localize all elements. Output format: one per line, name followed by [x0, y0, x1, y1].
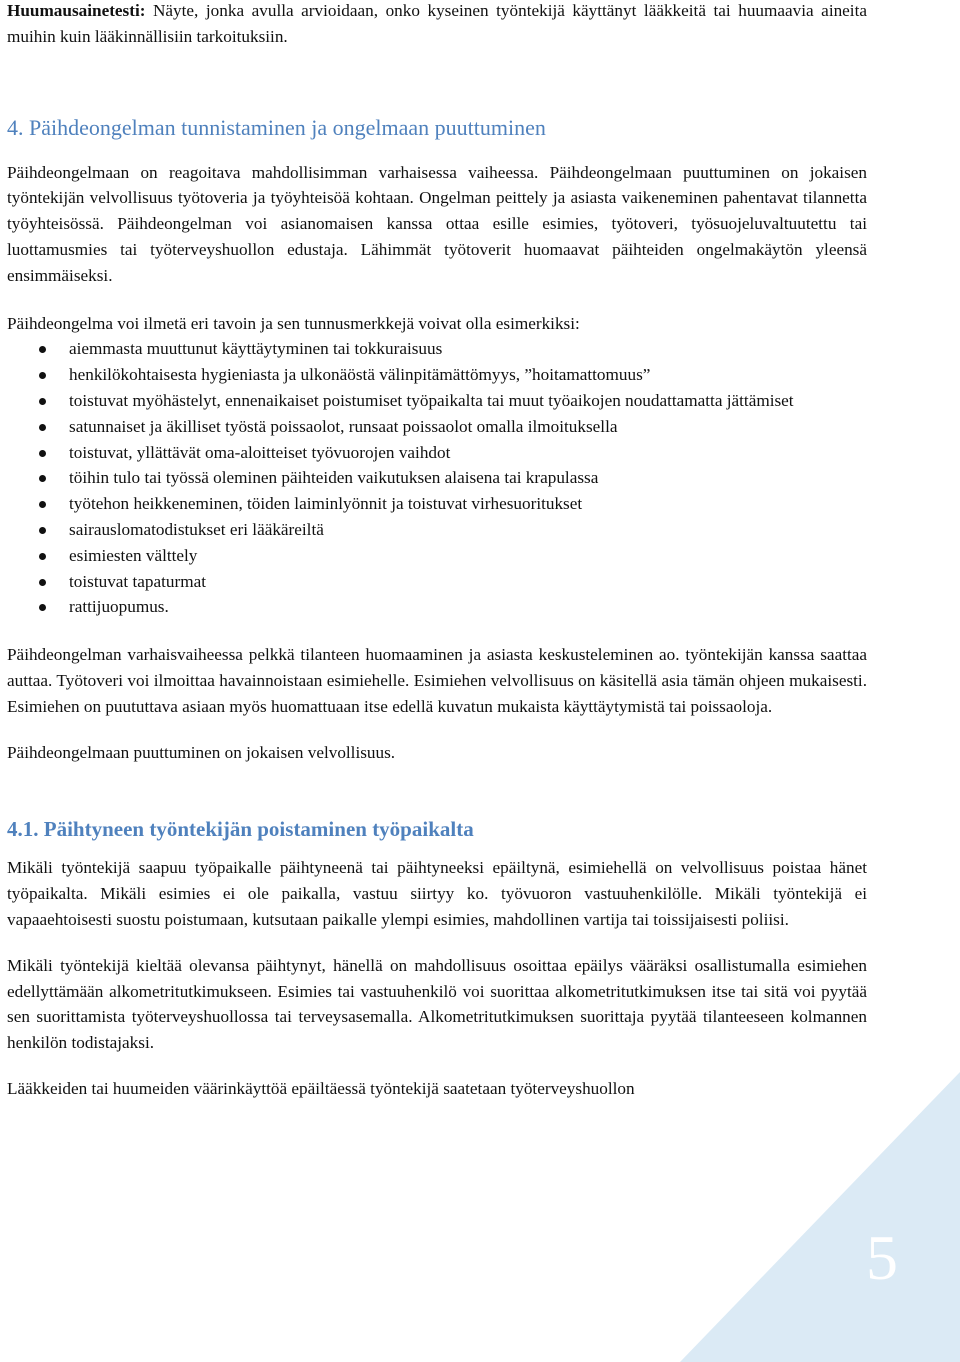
bullet-icon — [39, 450, 46, 457]
section-4-list-intro: Päihdeongelma voi ilmetä eri tavoin ja sen tunnusmerkkejä voivat olla esimerkiksi: — [7, 313, 580, 333]
list-item: henkilökohtaisesta hygieniasta ja ulkonäöstä välinpitämättömyys, ”hoitamattomuus” — [7, 362, 867, 388]
section-4-1-paragraph-3: Lääkkeiden tai huumeiden väärinkäyttöä epäiltäessä työntekijä saatetaan työterveyshuollon — [7, 1078, 635, 1098]
bullet-icon — [39, 346, 46, 353]
bullet-icon — [39, 424, 46, 431]
section-4-1-heading: 4.1. Päihtyneen työntekijän poistaminen työpaikalta — [7, 817, 474, 842]
bullet-icon — [39, 553, 46, 560]
bullet-icon — [39, 604, 46, 611]
list-item: rattijuopumus. — [7, 594, 867, 620]
list-item: esimiesten välttely — [7, 543, 867, 569]
bullet-icon — [39, 501, 46, 508]
list-item: satunnaiset ja äkilliset työstä poissaolot, runsaat poissaolot omalla ilmoituksella — [7, 414, 867, 440]
page-number: 5 — [866, 1222, 898, 1293]
document-page — [7, 0, 867, 1102]
definition-text: Näyte, jonka avulla arvioidaan, onko kyseinen työntekijä käyttänyt lääkkeitä tai huumaavia aineita muihin kuin lääkinnällisiin tarkoituksiin. — [7, 1, 867, 46]
list-item: toistuvat myöhästelyt, ennenaikaiset poistumiset työpaikalta tai muut työaikojen noudattamatta jättämiset — [7, 388, 867, 414]
list-item: toistuvat, yllättävät oma-aloitteiset työvuorojen vaihdot — [7, 440, 867, 466]
bullet-icon — [39, 579, 46, 586]
section-4-1-paragraph-2: Mikäli työntekijä kieltää olevansa päihtynyt, hänellä on mahdollisuus osoittaa epäilys vääräksi osallistumalla esimiehen edellyttämään alkometritutkimukseen. Esimies tai vastuuhenkilö voi suorittaa alkometritutkimuksen itse tai sitä voi pyytää sen suorittamista työterveyshuollossa tai terveysasemalla. Alkometritutkimuksen suorittaja pyytää tilanteeseen kolmannen henkilön todistajaksi. — [7, 955, 867, 1053]
list-item: työtehon heikkeneminen, töiden laiminlyönnit ja toistuvat virhesuoritukset — [7, 491, 867, 517]
section-4-heading: 4. Päihdeongelman tunnistaminen ja ongelmaan puuttuminen — [7, 114, 546, 140]
section-4-paragraph-3: Päihdeongelman varhaisvaiheessa pelkkä tilanteen huomaaminen ja asiasta keskusteleminen ao. työntekijän kanssa saattaa auttaa. Työtoveri voi ilmoittaa havainnoistaan esimiehelle. Esimiehen velvollisuus on käsitellä asia tämän ohjeen mukaisesti. Esimiehen on puututtava asiaan myös huomattuaan itse edellä kuvatun mukaista käyttäytymistä tai poissaoloja. — [7, 645, 867, 716]
symptom-list — [7, 336, 867, 620]
list-item: aiemmasta muuttunut käyttäytyminen tai tokkuraisuus — [7, 336, 867, 362]
bullet-icon — [39, 475, 46, 482]
bullet-icon — [39, 527, 46, 534]
definition-term: Huumausainetesti: — [7, 1, 146, 20]
page-corner-decoration — [680, 1072, 960, 1362]
list-item: sairauslomatodistukset eri lääkäreiltä — [7, 517, 867, 543]
list-item: toistuvat tapaturmat — [7, 569, 867, 595]
section-4-paragraph-4: Päihdeongelmaan puuttuminen on jokaisen velvollisuus. — [7, 742, 396, 762]
bullet-icon — [39, 372, 46, 379]
bullet-icon — [39, 398, 46, 405]
section-4-paragraph-1: Päihdeongelmaan on reagoitava mahdollisimman varhaisessa vaiheessa. Päihdeongelmaan puuttuminen on jokaisen työntekijän velvollisuus työtoveria ja työyhteisöä kohtaan. Ongelman peittely ja asiasta vaikeneminen pahentavat tilannetta työyhteisössä. Päihdeongelman voi asianomaisen kanssa ottaa esille esimies, työtoveri, työsuojeluvaltuutettu tai luottamusmies tai työterveyshuollon edustaja. Lähimmät työtoverit huomaavat päihteiden ongelmakäytön yleensä ensimmäiseksi. — [7, 162, 867, 285]
definition-paragraph — [7, 0, 867, 50]
section-4-1-paragraph-1: Mikäli työntekijä saapuu työpaikalle päihtyneenä tai päihtyneeksi epäiltynä, esimiehellä on velvollisuus poistaa hänet työpaikalta. Mikäli esimies ei ole paikalla, vastuu siirtyy ko. työvuoron vastuuhenkilölle. Mikäli työntekijä ei vapaaehtoisesti suostu poistumaan, kutsutaan paikalle ylempi esimies, mahdollinen vartija tai toissijaisesti poliisi. — [7, 858, 867, 929]
list-item: töihin tulo tai työssä oleminen päihteiden vaikutuksen alaisena tai krapulassa — [7, 465, 867, 491]
